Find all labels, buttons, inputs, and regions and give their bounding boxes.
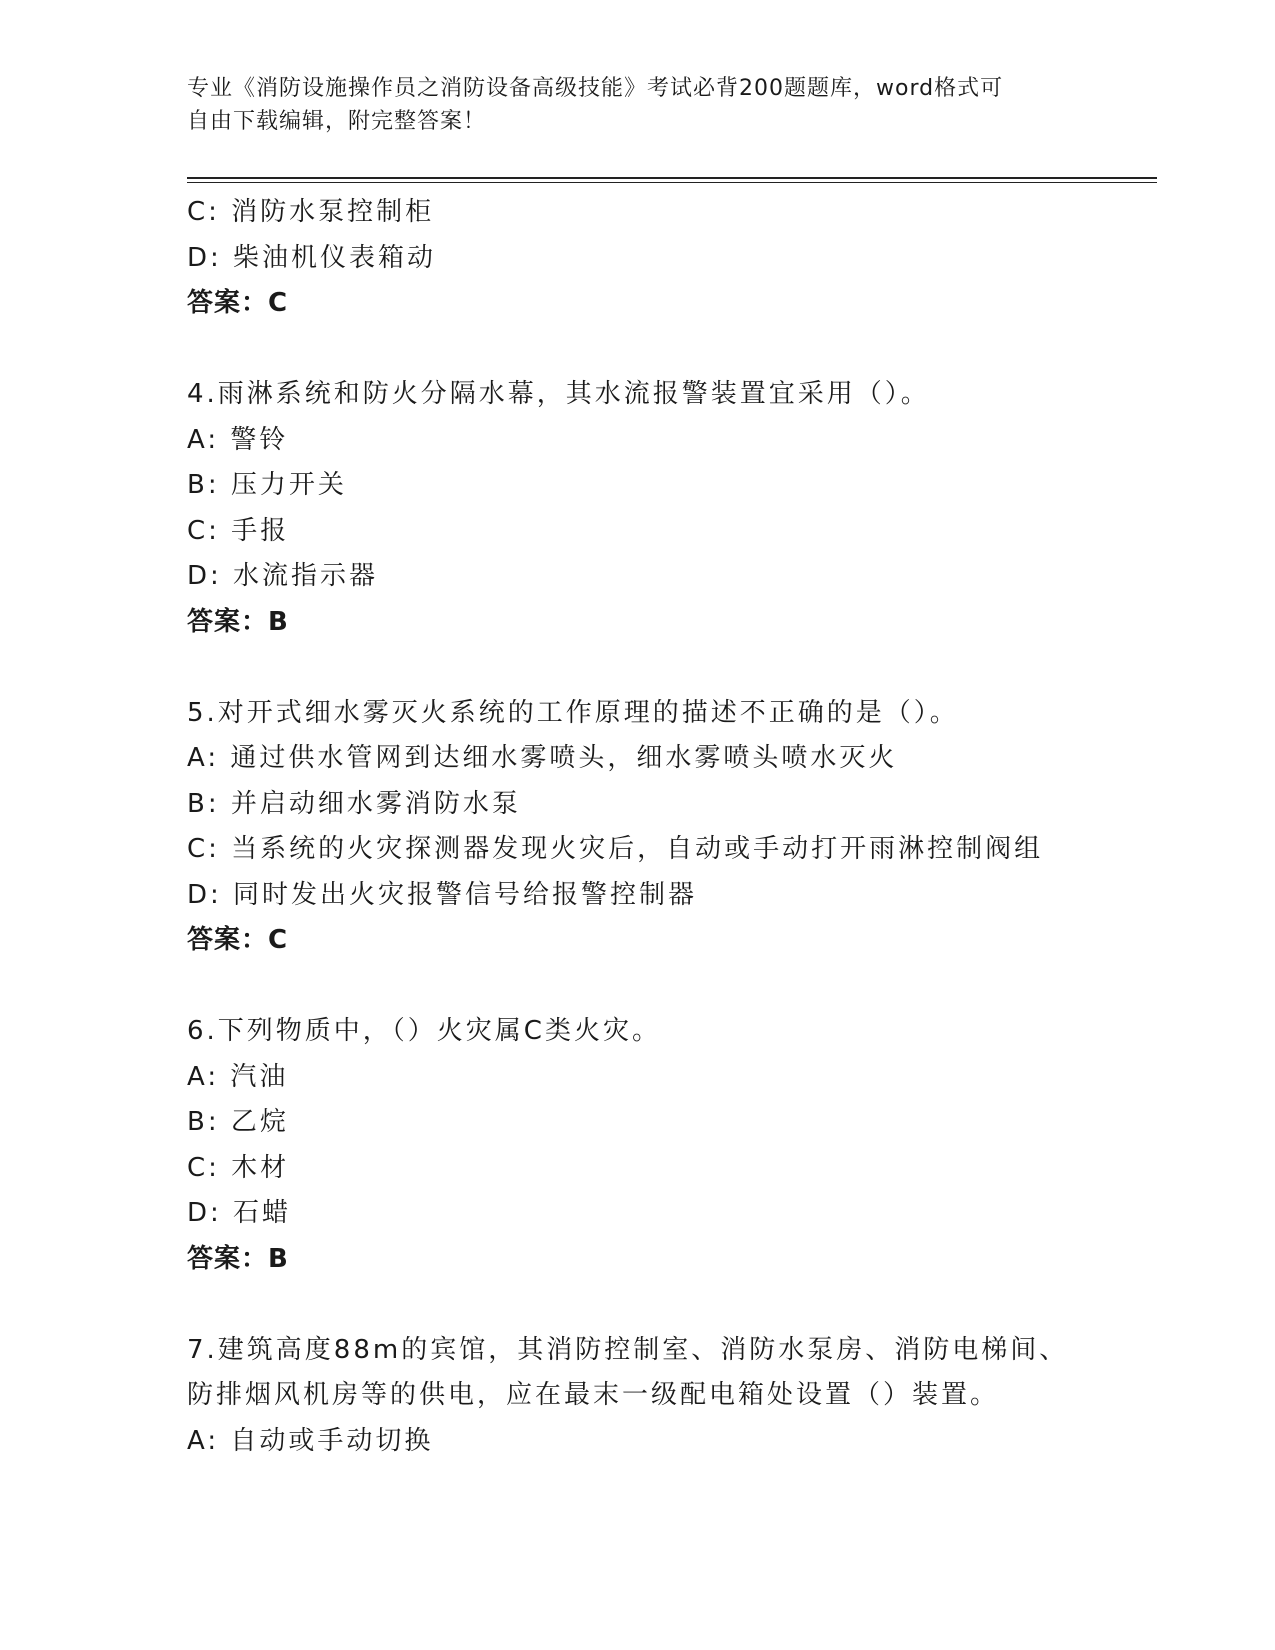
header-rule-thin <box>187 182 1157 183</box>
q6-stem: 6.下列物质中，（）火灾属C类火灾。 <box>187 1016 661 1046</box>
q7-stem-line-2: 防排烟风机房等的供电，应在最末一级配电箱处设置（）装置。 <box>187 1380 1000 1410</box>
q7-option-a: A: 自动或手动切换 <box>187 1425 434 1456</box>
header-line-2: 自由下载编辑，附完整答案！ <box>187 109 487 134</box>
document-body <box>187 190 1157 1464</box>
spacer <box>187 964 1157 1010</box>
q4-stem: 4.雨淋系统和防火分隔水幕，其水流报警装置宜采用（）。 <box>187 379 930 409</box>
header-rule-thick <box>187 177 1157 179</box>
q5-option-c: C: 当系统的火灾探测器发现火灾后，自动或手动打开雨淋控制阀组 <box>187 834 1044 864</box>
q7-stem-line-1: 7.建筑高度88m的宾馆，其消防控制室、消防水泵房、消防电梯间、 <box>187 1334 1069 1365</box>
q6-option-d: D: 石蜡 <box>187 1198 292 1228</box>
q5-answer: 答案：C <box>187 925 289 955</box>
q5-option-d: D: 同时发出火灾报警信号给报警控制器 <box>187 879 698 910</box>
q5-option-a: A: 通过供水管网到达细水雾喷头，细水雾喷头喷水灭火 <box>187 743 898 773</box>
q4-option-b: B: 压力开关 <box>187 470 347 500</box>
q6-answer: 答案：B <box>187 1243 289 1274</box>
q4-option-a: A: 警铃 <box>187 424 289 455</box>
q6-option-a: A: 汽油 <box>187 1061 289 1092</box>
document-header <box>187 72 1087 138</box>
q3-option-d: D: 柴油机仪表箱动 <box>187 242 437 273</box>
q6-option-c: C: 木材 <box>187 1152 290 1183</box>
q6-option-b: B: 乙烷 <box>187 1107 289 1137</box>
q4-answer: 答案：B <box>187 606 289 637</box>
spacer <box>187 327 1157 373</box>
q3-option-c: C: 消防水泵控制柜 <box>187 197 435 227</box>
spacer <box>187 1282 1157 1328</box>
q4-option-d: D: 水流指示器 <box>187 561 379 591</box>
spacer <box>187 645 1157 691</box>
q4-option-c: C: 手报 <box>187 515 290 546</box>
q3-answer: 答案：C <box>187 288 289 318</box>
q5-option-b: B: 并启动细水雾消防水泵 <box>187 788 521 819</box>
header-line-1: 专业《消防设施操作员之消防设备高级技能》考试必背200题题库，word格式可 <box>187 76 1004 101</box>
q5-stem: 5.对开式细水雾灭火系统的工作原理的描述不正确的是（）。 <box>187 697 959 728</box>
